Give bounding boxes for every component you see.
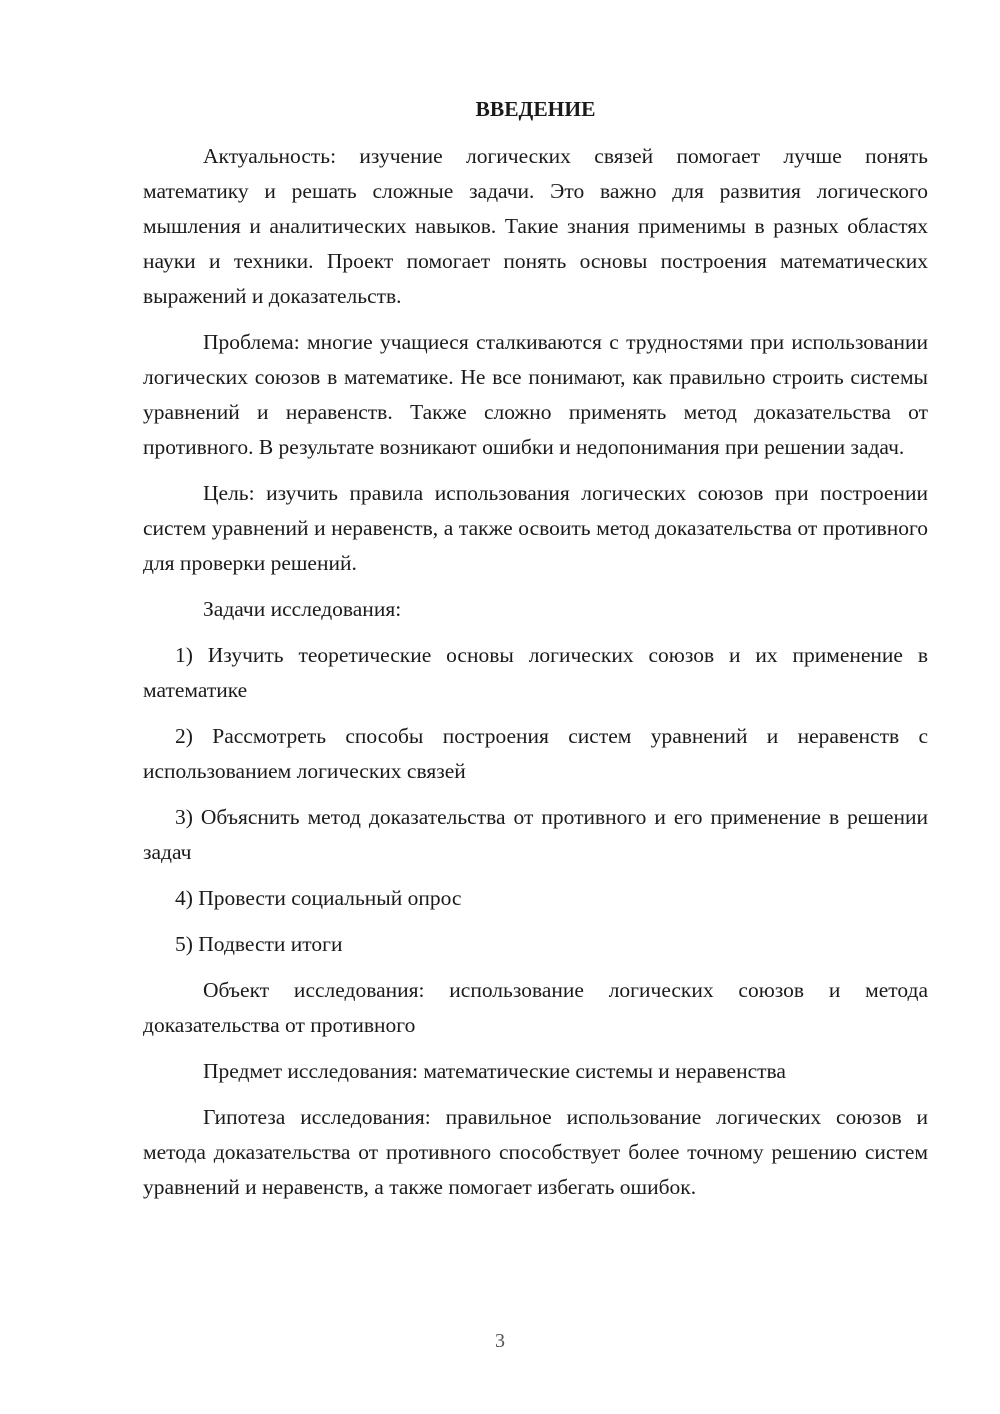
list-item: 3) Объяснить метод доказательства от противного и его применение в решении задач <box>143 805 928 864</box>
hypothesis-paragraph: Гипотеза исследования: правильное использование логических союзов и метода доказательства от противного способствует более точному решению систем уравнений и неравенств, а также помогает избегать ошибок. <box>143 1105 928 1199</box>
list-item: 5) Подвести итоги <box>175 932 343 956</box>
section-title: ВВЕДЕНИЕ <box>475 97 596 121</box>
object-paragraph: Объект исследования: использование логических союзов и метода доказательства от противного <box>143 978 928 1037</box>
tasks-heading: Задачи исследования: <box>203 597 402 621</box>
subject-paragraph: Предмет исследования: математические системы и неравенства <box>203 1059 786 1083</box>
document-page <box>143 92 928 1216</box>
list-item: 2) Рассмотреть способы построения систем уравнений и неравенств с использованием логических связей <box>143 724 928 783</box>
page-number: 3 <box>495 1330 505 1352</box>
problem-paragraph: Проблема: многие учащиеся сталкиваются с трудностями при использовании логических союзов в математике. Не все понимают, как правильно строить системы уравнений и неравенств. Также сложно применять метод доказательства от противного. В результате возникают ошибки и недопонимания при решении задач. <box>143 330 928 459</box>
goal-paragraph: Цель: изучить правила использования логических союзов при построении систем уравнений и неравенств, а также освоить метод доказательства от противного для проверки решений. <box>143 481 928 575</box>
list-item: 4) Провести социальный опрос <box>175 886 462 910</box>
list-item: 1) Изучить теоретические основы логических союзов и их применение в математике <box>143 643 928 702</box>
relevance-paragraph: Актуальность: изучение логических связей помогает лучше понять математику и решать сложные задачи. Это важно для развития логического мышления и аналитических навыков. Такие знания применимы в разных областях науки и техники. Проект помогает понять основы построения математических выражений и доказательств. <box>143 144 928 308</box>
